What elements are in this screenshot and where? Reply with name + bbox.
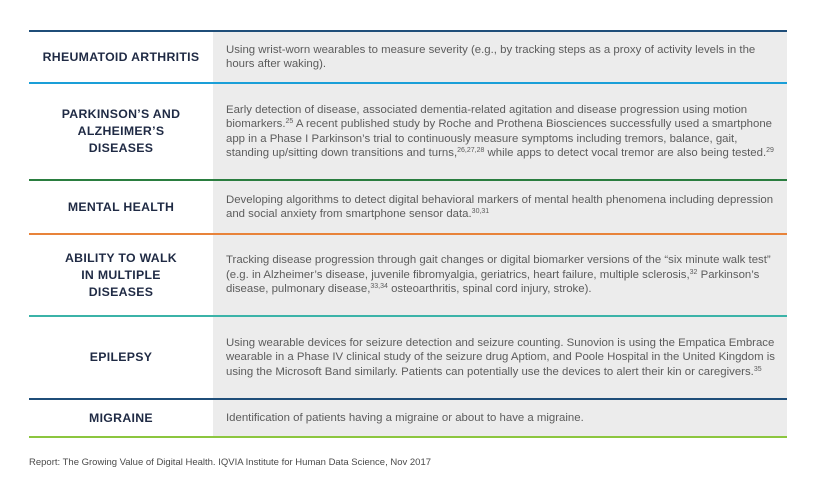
condition-description: Tracking disease progression through gait changes or digital biomarker versions of the “six minute walk test” (e.g. in Alzheimer’s disease, juvenile fibromyalgia, geriatrics, heart failure, multiple sclerosis,$^{32}$ Parkinson’s disease, pulmonary disease,$^{33,34}$ osteoarthritis, spinal cord injury, stroke). (213, 235, 787, 315)
condition-label: EPILEPSY (89, 350, 153, 364)
table-row (29, 30, 787, 82)
condition-label: ABILITY TO WALK IN MULTIPLE DISEASES (65, 250, 177, 299)
condition-label: MENTAL HEALTH (67, 199, 175, 214)
condition-label: MIGRAINE (89, 410, 153, 425)
condition-label: PARKINSON’S AND ALZHEIMER’S DISEASES (61, 107, 181, 155)
conditions-table (29, 30, 787, 438)
condition-description: Early detection of disease, associated dementia-related agitation and disease progression using motion biomarkers.$^{25}$ A recent published study by Roche and Prothena Biosciences successfully used a smartphone app in a Phase I Parkinson’s trial to continuously measure symptoms including tremors, balance, gait, standing up/sitting down transitions and turns,$^{26,27,28}$ while apps to detect vocal tremor are also being tested.$^{29}$ (213, 84, 787, 179)
condition-description: Using wrist-worn wearables to measure severity (e.g., by tracking steps as a proxy of activity levels in the hours after waking). (213, 32, 787, 82)
condition-description: Identification of patients having a migraine or about to have a migraine. (213, 400, 787, 436)
table-row (29, 179, 787, 233)
table-row (29, 315, 787, 398)
condition-description: Developing algorithms to detect digital behavioral markers of mental health phenomena including depression and social anxiety from smartphone sensor data.$^{30,31}$ (213, 181, 787, 233)
source-footnote: Report: The Growing Value of Digital Health. IQVIA Institute for Human Data Science, Nov 2017 (29, 457, 432, 468)
condition-description: Using wearable devices for seizure detection and seizure counting. Sunovion is using the Empatica Embrace wearable in a Phase IV clinical study of the seizure drug Aptiom, and Poole Hospital in the United Kingdom is using the Microsoft Band similarly. Patients can potentially use the devices to alert their kin or caregivers.$^{35}$ (213, 317, 787, 398)
table-row (29, 82, 787, 179)
table-row (29, 398, 787, 438)
condition-label: RHEUMATOID ARTHRITIS (42, 49, 200, 64)
table-row (29, 233, 787, 315)
